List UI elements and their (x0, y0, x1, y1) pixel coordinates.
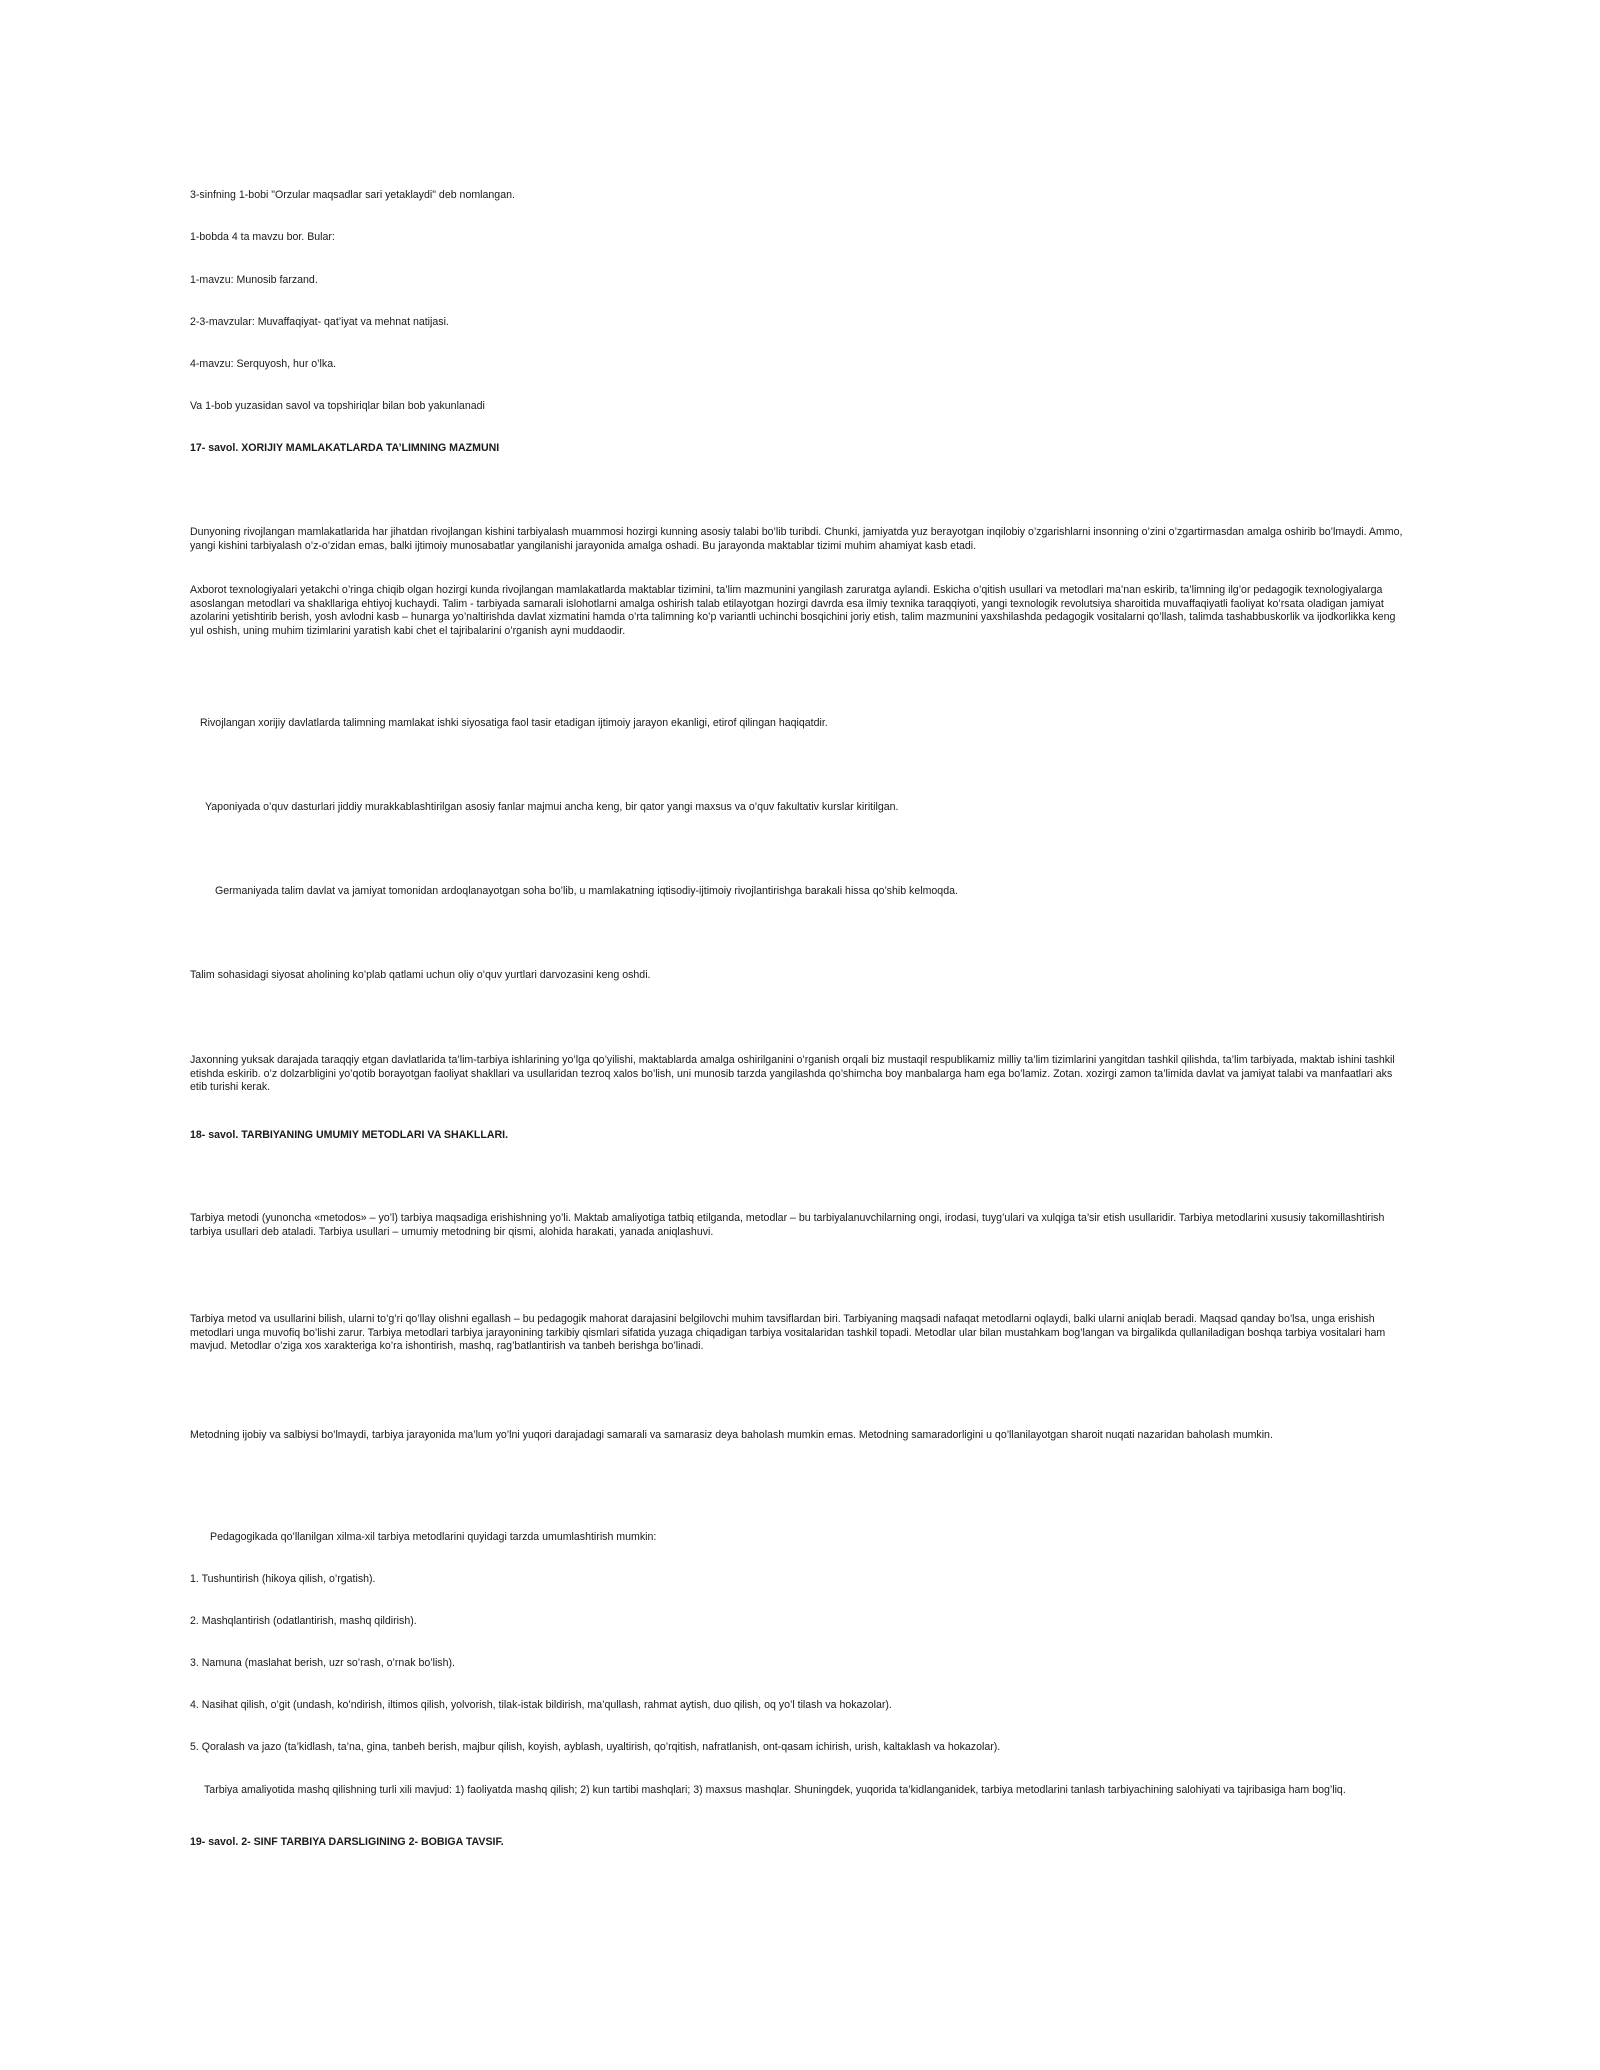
paragraph-chapter-title: 3-sinfning 1-bobi "Orzular maqsadlar sari yetaklaydi" deb nomlangan. (190, 189, 515, 201)
section-heading-19: 19- savol. 2- SINF TARBIYA DARSLIGINING 2- BOBIGA TAVSIF. (190, 1836, 504, 1848)
paragraph-chapter-ending: Va 1-bob yuzasidan savol va topshiriqlar bilan bob yakunlanadi (190, 400, 485, 412)
paragraph-information-technologies: Axborot texnologiyalari yetakchi o’ringa chiqib olgan hozirgi kunda rivojlangan mamlakatlarda maktablar tizimini, ta’lim mazmunini yangilash zaruratga aylandi. Eskicha o’qitish usullari va metodlari ma’nan eskirib, ta’limning ilg’or pedagogik texnologiyalarga asoslangan metodlari va shakllariga ehtiyoj kuchaydi. Talim - tarbiyada samarali islohotlarni amalga oshirish talab etilayotgan hozirgi davrda esa ilmiy texnika taraqqiyoti, yangi texnologik revolutsiya sharoitida muvaffaqiyatli faoliyat ko’rsata oladigan jamiyat azolarini yetishtirib berish, yosh avlodni kasb – hunarga yo’naltirishda davlat xizmatini hamda o’rta talimning ko’p variantli uchinchi bosqichini joriy etish, talim mazmunini yaxshilashda pedagogik vositalarni qo’llash, talimda tashabbuskorlik va ijodkorlikka keng yul oshish, uning muhim tizimlarini yaratish kabi chet el tajribalarini o’rganish ayni muddaodir. (190, 584, 1396, 637)
paragraph-topics-intro: 1-bobda 4 ta mavzu bor. Bular: (190, 231, 335, 243)
section-heading-17: 17- savol. XORIJIY MAMLAKATLARDA TA’LIMNING MAZMUNI (190, 442, 500, 454)
list-item-method-3: 3. Namuna (maslahat berish, uzr so’rash, o’rnak bo’lish). (190, 1657, 455, 1669)
paragraph-foreign-states: Rivojlangan xorijiy davlatlarda talimning mamlakat ishki siyosatiga faol tasir etadigan ijtimoiy jarayon ekanligi, etirof qilingan haqiqatdir. (200, 717, 828, 729)
list-item-topic-1: 1-mavzu: Munosib farzand. (190, 274, 318, 286)
paragraph-developed-countries: Dunyoning rivojlangan mamlakatlarida har jihatdan rivojlangan kishini tarbiyalash muammosi hozirgi kunning asosiy talabi bo’lib turibdi. Chunki, jamiyatda yuz berayotgan inqilobiy o’zgarishlarni insonning o’zini o’zgartirmasdan amalga oshirib bo’lmaydi. Ammo, yangi kishini tarbiyalash o’z-o’zidan emas, balki ijtimoiy munosabatlar yangilanishi jarayonida amalga oshadi. Bu jarayonda maktablar tizimi muhim ahamiyat kasb etadi. (190, 526, 1403, 552)
paragraph-germany: Germaniyada talim davlat va jamiyat tomonidan ardoqlanayotgan soha bo’lib, u mamlakatning iqtisodiy-ijtimoiy rivojlantirishga barakali hissa qo’shib kelmoqda. (215, 885, 958, 897)
list-item-method-4: 4. Nasihat qilish, o’git (undash, ko’ndirish, iltimos qilish, yolvorish, tilak-istak bildirish, ma’qullash, rahmat aytish, duo qilish, oq yo’l tilash va hokazolar). (190, 1699, 892, 1711)
list-item-topic-4: 4-mavzu: Serquyosh, hur o’lka. (190, 358, 337, 370)
paragraph-method-evaluation: Metodning ijobiy va salbiysi bo’lmaydi, tarbiya jarayonida ma’lum yo’lni yuqori darajadagi samarali va samarasiz deya baholash mumkin emas. Metodning samaradorligini u qo’llanilayotgan sharoit nuqati nazaridan baholash mumkin. (190, 1429, 1273, 1441)
paragraph-upbringing-method: Tarbiya metodi (yunoncha «metodos» – yo’l) tarbiya maqsadiga erishishning yo’li. Maktab amaliyotiga tatbiq etilganda, metodlar – bu tarbiyalanuvchilarning ongi, irodasi, tuyg’ulari va xulqiga ta’sir etish usullaridir. Tarbiya metodlarini xususiy takomillashtirish tarbiya usullari deb ataladi. Tarbiya usullari – umumiy metodning bir qismi, alohida harakati, yanada aniqlashuvi. (190, 1212, 1385, 1238)
paragraph-exercise-types: Tarbiya amaliyotida mashq qilishning turli xili mavjud: 1) faoliyatda mashq qilish; 2) kun tartibi mashqlari; 3) maxsus mashqlar. Shuningdek, yuqorida ta’kidlanganidek, tarbiya metodlarini tanlash tarbiyachining salohiyati va tajribasiga ham bog’liq. (204, 1784, 1346, 1796)
list-item-method-2: 2. Mashqlantirish (odatlantirish, mashq qildirish). (190, 1615, 417, 1627)
paragraph-education-policy: Talim sohasidagi siyosat aholining ko’plab qatlami uchun oliy o’quv yurtlari darvozasini keng oshdi. (190, 969, 651, 981)
section-heading-18: 18- savol. TARBIYANING UMUMIY METODLARI VA SHAKLLARI. (190, 1129, 509, 1141)
list-item-method-5: 5. Qoralash va jazo (ta’kidlash, ta’na, gina, tanbeh berish, majbur qilish, koyish, ayblash, uyaltirish, qo’rqitish, nafratlanish, ont-qasam ichirish, urish, kaltaklash va hokazolar). (190, 1741, 1001, 1753)
paragraph-methods-knowledge: Tarbiya metod va usullarini bilish, ularni to’g’ri qo’llay olishni egallash – bu pedagogik mahorat darajasini belgilovchi muhim tavsiflardan biri. Tarbiyaning maqsadi nafaqat metodlarni oqlaydi, balki ularni aniqlab beradi. Maqsad qanday bo’lsa, unga erishish metodlari unga muvofiq bo’lishi zarur. Tarbiya metodlari tarbiya jarayonining tarkibiy qismlari sifatida yuzaga chiqadigan tarbiya vositalaridan tashkil topadi. Metodlar ular bilan mustahkam bog’langan va birgalikda qullaniladigan boshqa tarbiya vositalari ham mavjud. Metodlar o’ziga xos xarakteriga ko’ra ishontirish, mashq, rag’batlantirish va tanbeh berishga bo’linadi. (190, 1313, 1386, 1352)
list-item-method-1: 1. Tushuntirish (hikoya qilish, o’rgatish). (190, 1573, 376, 1585)
paragraph-methods-summary: Pedagogikada qo’llanilgan xilma-xil tarbiya metodlarini quyidagi tarzda umumlashtirish mumkin: (210, 1531, 657, 1543)
paragraph-japan: Yaponiyada o’quv dasturlari jiddiy murakkablashtirilgan asosiy fanlar majmui ancha keng, bir qator yangi maxsus va o’quv fakultativ kurslar kiritilgan. (205, 801, 899, 813)
paragraph-world-experience: Jaxonning yuksak darajada taraqqiy etgan davlatlarida ta’lim-tarbiya ishlarining yo’lga qo’yilishi, maktablarda amalga oshirilganini o’rganish orqali biz mustaqil respublikamiz milliy ta’lim tizimlarini yangitdan tashkil qilishda, ta’lim tarbiyada, maktab ishini tashkil etishda eskirib. o’z dolzarbligini yo’qotib borayotgan faoliyat shakllari va usullaridan tezroq xalos bo’lish, uni munosib tarzda yangilashda qo’shimcha boy manbalarga ham ega bo’lamiz. Zotan. xozirgi zamon ta’limida davlat va jamiyat talabi va manfaatlari aks etib turishi kerak. (190, 1054, 1395, 1093)
list-item-topic-2-3: 2-3-mavzular: Muvaffaqiyat- qat’iyat va mehnat natijasi. (190, 316, 449, 328)
